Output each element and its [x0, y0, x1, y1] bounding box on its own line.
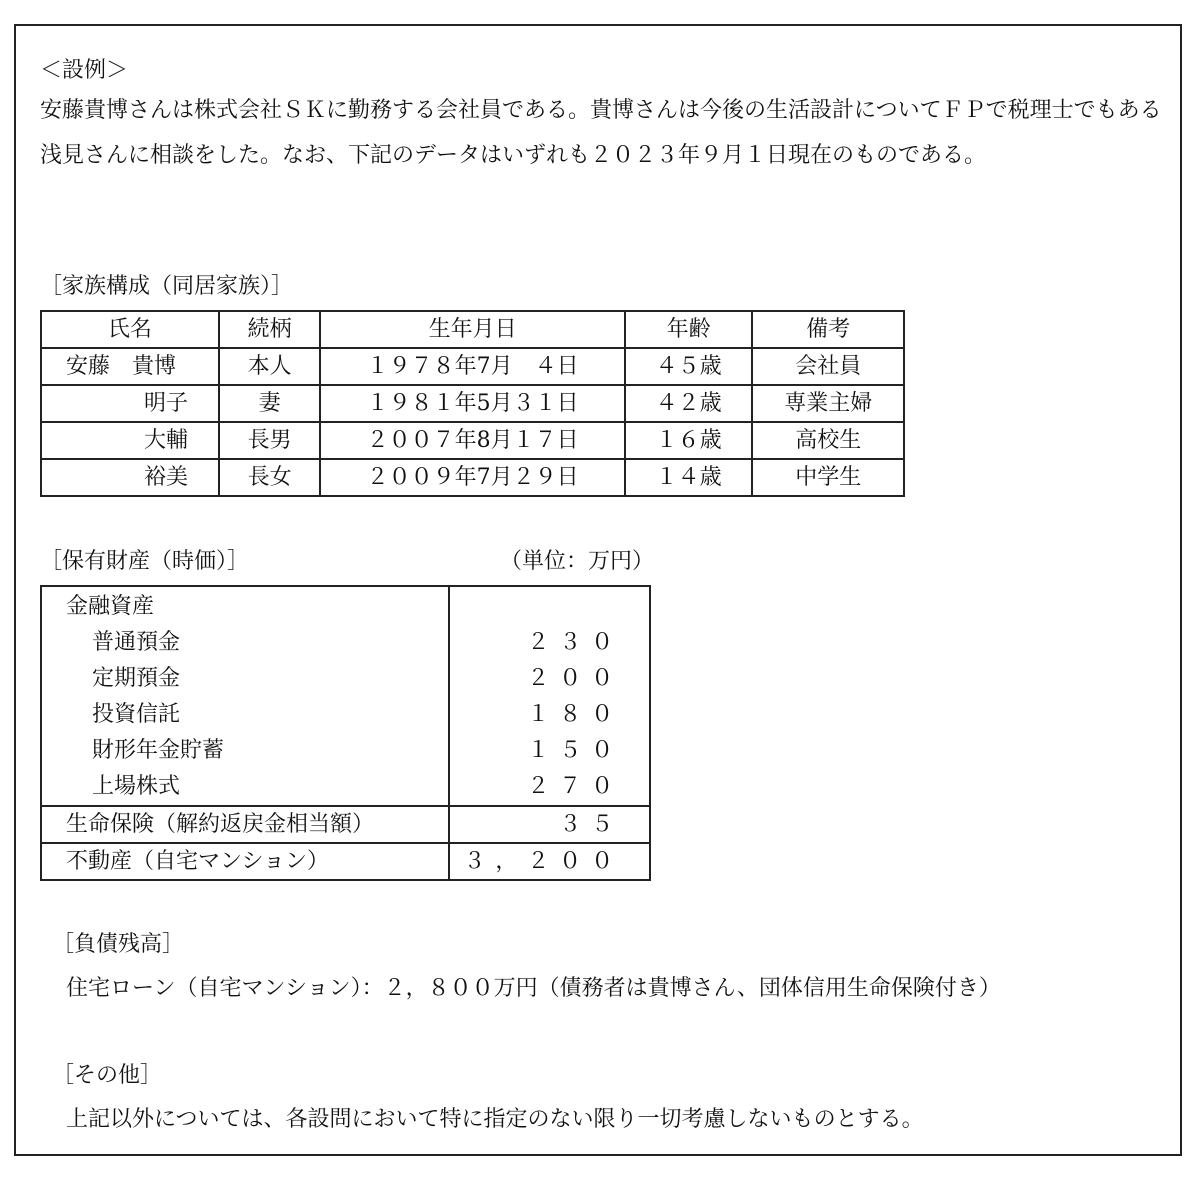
member-name: 安藤 貴博: [41, 348, 219, 385]
debt-text: 住宅ローン（自宅マンション）：２，８００万円（債務者は貴博さん、団体信用生命保険付き）: [66, 976, 1001, 1001]
assets-column-divider: [448, 587, 450, 879]
other-text: 上記以外については、各設問において特に指定のない限り一切考慮しないものとする。: [66, 1107, 924, 1132]
member-relation: 本人: [219, 348, 321, 385]
asset-value: １８０: [527, 702, 623, 727]
financial-assets-label: 金融資産: [66, 594, 155, 619]
real-estate-label: 不動産（自宅マンション）: [66, 849, 330, 874]
family-section-title: ［家族構成（同居家族）］: [40, 274, 294, 299]
member-age: ４５歳: [625, 348, 753, 385]
asset-label: 投資信託: [92, 702, 181, 727]
intro-paragraph: 安藤貴博さんは株式会社ＳＫに勤務する会社員である。貴博さんは今後の生活設計についてＦＰで税理士でもある浅見さんに相談をした。なお、下記のデータはいずれも２０２３年９月１日現在のものである。: [40, 98, 1162, 168]
member-age: ４２歳: [625, 385, 753, 422]
member-name: 大輔: [41, 422, 219, 459]
life-insurance-label: 生命保険（解約返戻金相当額）: [66, 812, 375, 837]
family-row: [41, 422, 904, 459]
case-heading: ＜設例＞: [40, 58, 129, 83]
header-age: 年齢: [625, 311, 753, 348]
assets-table: [40, 585, 651, 881]
member-age: １６歳: [625, 422, 753, 459]
asset-value: ２３０: [527, 630, 623, 655]
header-relation: 続柄: [219, 311, 321, 348]
header-name: 氏名: [41, 311, 219, 348]
member-remarks: 高校生: [752, 422, 904, 459]
asset-value: ２７０: [527, 774, 623, 799]
life-insurance-value: ３５: [559, 812, 623, 837]
member-relation: 長男: [219, 422, 321, 459]
family-row: [41, 348, 904, 385]
family-row: [41, 459, 904, 496]
assets-row-divider: [42, 805, 649, 807]
member-birthdate: １９８１年5月３１日: [320, 385, 624, 422]
member-birthdate: １９７８年7月 ４日: [320, 348, 624, 385]
asset-value: ２００: [527, 666, 623, 691]
family-table: [40, 310, 905, 497]
header-birthdate: 生年月日: [320, 311, 624, 348]
assets-row-divider: [42, 842, 649, 844]
member-remarks: 中学生: [752, 459, 904, 496]
member-name: 裕美: [41, 459, 219, 496]
member-remarks: 専業主婦: [752, 385, 904, 422]
family-header-row: [41, 311, 904, 348]
member-relation: 長女: [219, 459, 321, 496]
debt-section-title: ［負債残高］: [52, 932, 185, 957]
other-section-title: ［その他］: [52, 1063, 163, 1088]
member-age: １４歳: [625, 459, 753, 496]
assets-unit-label: （単位：万円）: [500, 549, 655, 574]
member-relation: 妻: [219, 385, 321, 422]
header-remarks: 備考: [752, 311, 904, 348]
asset-value: １５０: [527, 738, 623, 763]
member-birthdate: ２００９年7月２９日: [320, 459, 624, 496]
asset-label: 上場株式: [92, 774, 181, 799]
asset-label: 普通預金: [92, 630, 181, 655]
family-row: [41, 385, 904, 422]
asset-label: 財形年金貯蓄: [92, 738, 225, 763]
member-name: 明子: [41, 385, 219, 422]
member-remarks: 会社員: [752, 348, 904, 385]
assets-section-title: ［保有財産（時価）］: [40, 549, 250, 574]
member-birthdate: ２００７年8月１７日: [320, 422, 624, 459]
real-estate-value: ３，２００: [463, 849, 623, 874]
asset-label: 定期預金: [92, 666, 181, 691]
